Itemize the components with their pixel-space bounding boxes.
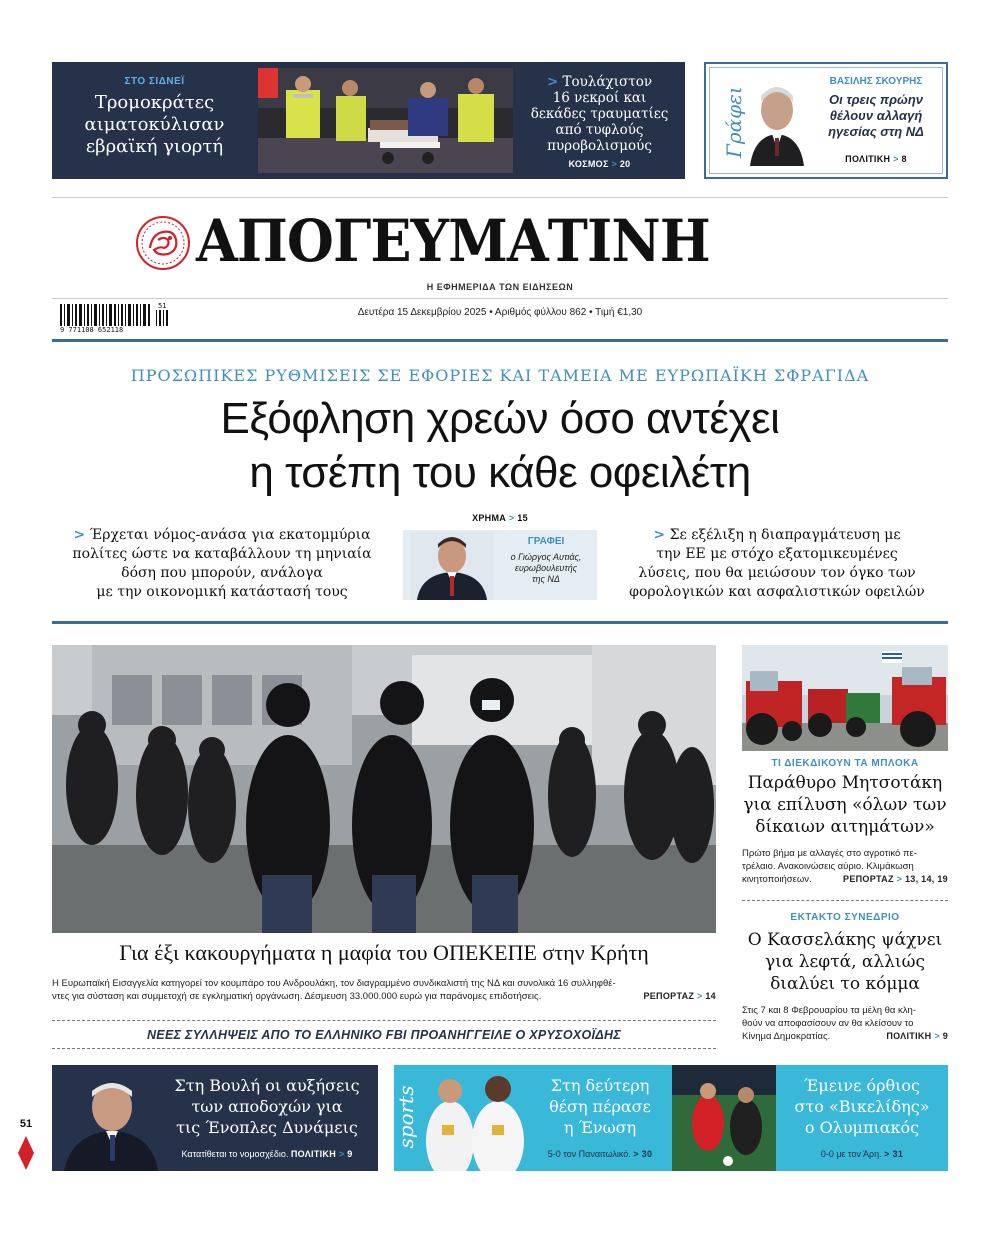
farmers-ref[interactable]: ΡΕΠΟΡΤΑΖ > 13, 14, 19 (843, 874, 948, 884)
lead-kicker: ΠΡΟΣΩΠΙΚΕΣ ΡΥΘΜΙΣΕΙΣ ΣΕ ΕΦΟΡΙΕΣ ΚΑΙ ΤΑΜΕΙΑ ΜΕ ΕΥΡΩΠΑΪΚΗ ΣΦΡΑΓΙΔΑ (130, 366, 870, 385)
lead-writer-box[interactable] (403, 530, 597, 600)
farmers-divider (742, 900, 948, 901)
bottom-left-ref[interactable]: ΠΟΛΙΤΙΚΗ > 9 (290, 1149, 353, 1159)
barcode-number: 9 771108 652118 (60, 326, 124, 334)
opekepe-divider (52, 1020, 716, 1021)
sports-item2-title: Έμεινε όρθιος στο «Βικελίδης» ο Ολυμπιακός (794, 1076, 930, 1137)
top-promo-side-text: > Τουλάχιστον 16 νεκροί και δεκάδες τραυματίες από τυφλούς πυροβολισμούς (530, 74, 669, 154)
masthead-top-rule (52, 197, 948, 198)
sports-item1-note[interactable]: 5-0 τον Παναιτωλικό. > 30 (547, 1149, 653, 1159)
aek-players-photo (420, 1065, 528, 1171)
masthead-title: ΑΠΟΓΕΥΜΑΤΙΝΗ (196, 207, 710, 275)
author-photo (746, 76, 808, 166)
sports-item1-title: Στη δεύτερη θέση πέρασε η Ένωση (549, 1076, 651, 1137)
dateline: Δευτέρα 15 Δεκεμβρίου 2025 • Αριθμός φύλλου 862 • Τιμή €1,30 (357, 307, 643, 318)
writer-photo (411, 532, 493, 600)
bottom-left-note: Κατατίθεται το νομοσχέδιο. ΠΟΛΙΤΙΚΗ > 9 (181, 1149, 353, 1159)
opekepe-subhead: ΝΕΕΣ ΣΥΛΛΗΨΕΙΣ ΑΠΟ ΤΟ ΕΛΛΗΝΙΚΟ FBI ΠΡΟΑΝΗΓΓΕΙΛΕ Ο ΧΡΥΣΟΧΟΪΔΗΣ (146, 1028, 622, 1042)
column-box[interactable] (704, 62, 948, 179)
writer-text: ο Γιώργος Αυτιάς, ευρωβουλευτής της ΝΔ (510, 552, 582, 584)
top-promo-ref[interactable]: ΚΟΣΜΟΣ > 20 (568, 159, 631, 169)
lead-bottom-rule (52, 621, 948, 624)
arrow-icon: > (653, 527, 666, 543)
lead-ref[interactable]: ΧΡΗΜΑ > 15 (472, 513, 528, 523)
farmers-headline[interactable]: Παράθυρο Μητσοτάκη για επίλυση «όλων των δίκαιων αιτημάτων» (743, 773, 947, 837)
kasselakis-ref[interactable]: ΠΟΛΙΤΙΚΗ > 9 (886, 1031, 948, 1041)
barcode (60, 304, 172, 334)
opekepe-headline[interactable]: Για έξι κακουργήματα η μαφία του ΟΠΕΚΕΠΕ στην Κρήτη (119, 940, 649, 965)
opekepe-divider-bottom (52, 1048, 716, 1049)
top-promo-title: Τρομοκράτες αιματοκύλισαν εβραϊκή γιορτή (84, 92, 225, 157)
column-tag: Γράφει (722, 86, 746, 158)
lead-headline[interactable]: Εξόφληση χρεών όσο αντέχει η τσέπη του κάθε οφειλέτη (220, 394, 780, 497)
minister-photo (60, 1071, 160, 1171)
barcode-issue: 51 (158, 302, 167, 310)
page-number: 51 (19, 1118, 33, 1130)
top-promo-label: ΣΤΟ ΣΙΔΝΕΪ (124, 76, 185, 87)
arrow-icon: > (546, 74, 559, 90)
sydney-attack-photo (258, 68, 513, 173)
diamond-icon (18, 1136, 34, 1170)
arrow-icon: > (73, 527, 86, 543)
lead-left-text: > Έρχεται νόμος-ανάσα για εκατομμύρια πολίτες ώστε να καταβάλλουν τη μηνιαία δόση που μπορούν, ανάλογα με την οικονομική κατάστασή τους (72, 527, 372, 600)
tractors-photo[interactable] (742, 645, 948, 751)
sports-promo[interactable] (394, 1065, 948, 1171)
kasselakis-body: Στις 7 και 8 Φεβρουαρίου τα μέλη θα κλη- θούν να αποφασίσουν αν θα κλείσουν το Κίνημα Δημοκρατίας. ΠΟΛΙΤΙΚΗ > 9 (742, 1005, 948, 1042)
bottom-left-title: Στη Βουλή οι αυξήσεις των αποδοχών για τις Ένοπλες Δυνάμεις (174, 1076, 360, 1137)
olympiacos-match-photo (672, 1065, 776, 1171)
kasselakis-headline[interactable]: Ο Κασσελάκης ψάχνει για λεφτά, αλλιώς διαλύει το κόμμα (747, 930, 943, 994)
sports-item2-note[interactable]: 0-0 με τον Άρη. > 31 (820, 1149, 904, 1159)
column-author: ΒΑΣΙΛΗΣ ΣΚΟΥΡΗΣ (829, 76, 923, 87)
masthead-mid-rule (52, 298, 948, 299)
opekepe-body: Η Ευρωπαϊκή Εισαγγελία κατηγορεί τον κουμπάρο του Ανδρουλάκη, τον διαγραμμένο συνδικαλιστή της ΝΔ και συνολικά 16 συλληφθέ- ντες για σύσταση και συμμετοχή σε εγκληματική οργάνωση. Δέσμευση 33.000.000 ευρώ για παράνομες επιδοτήσεις. ΡΕΠΟΡΤΑΖ > 14 (52, 978, 716, 1002)
lead-right-text: > Σε εξέλιξη η διαπραγμάτευση με την ΕΕ με στόχο εξατομικευμένες λύσεις, που θα μειώσουν τον όγκο των φορολογικών και ασφαλιστικών οφειλών (629, 527, 925, 600)
column-ref[interactable]: ΠΟΛΙΤΙΚΗ > 8 (845, 154, 907, 164)
bottom-left-promo[interactable] (52, 1065, 378, 1171)
masthead-bottom-rule (52, 339, 948, 342)
kasselakis-label: ΕΚΤΑΚΤΟ ΣΥΝΕΔΡΙΟ (790, 912, 900, 923)
writer-tag: ΓΡΑΦΕΙ (527, 536, 565, 547)
farmers-body: Πρώτο βήμα με αλλαγές στο αγροτικό πε- τρέλαιο. Ανακοινώσεις αύριο. Κλιμάκωση κινητοποιήσεων. ΡΕΠΟΡΤΑΖ > 13, 14, 19 (742, 848, 948, 885)
masthead-logo-icon (136, 216, 190, 270)
opekepe-arrest-photo[interactable] (52, 645, 716, 933)
farmers-label: ΤΙ ΔΙΕΚΔΙΚΟΥΝ ΤΑ ΜΠΛΟΚΑ (771, 758, 919, 769)
sports-tag: sports (394, 1085, 418, 1149)
opekepe-ref[interactable]: ΡΕΠΟΡΤΑΖ > 14 (643, 991, 716, 1001)
top-promo[interactable] (52, 62, 685, 179)
column-title: Οι τρεις πρώην θέλουν αλλαγή ηγεσίας στη ΝΔ (828, 92, 924, 139)
masthead-subtitle: Η ΕΦΗΜΕΡΙΔΑ ΤΩΝ ΕΙΔΗΣΕΩΝ (426, 282, 574, 292)
